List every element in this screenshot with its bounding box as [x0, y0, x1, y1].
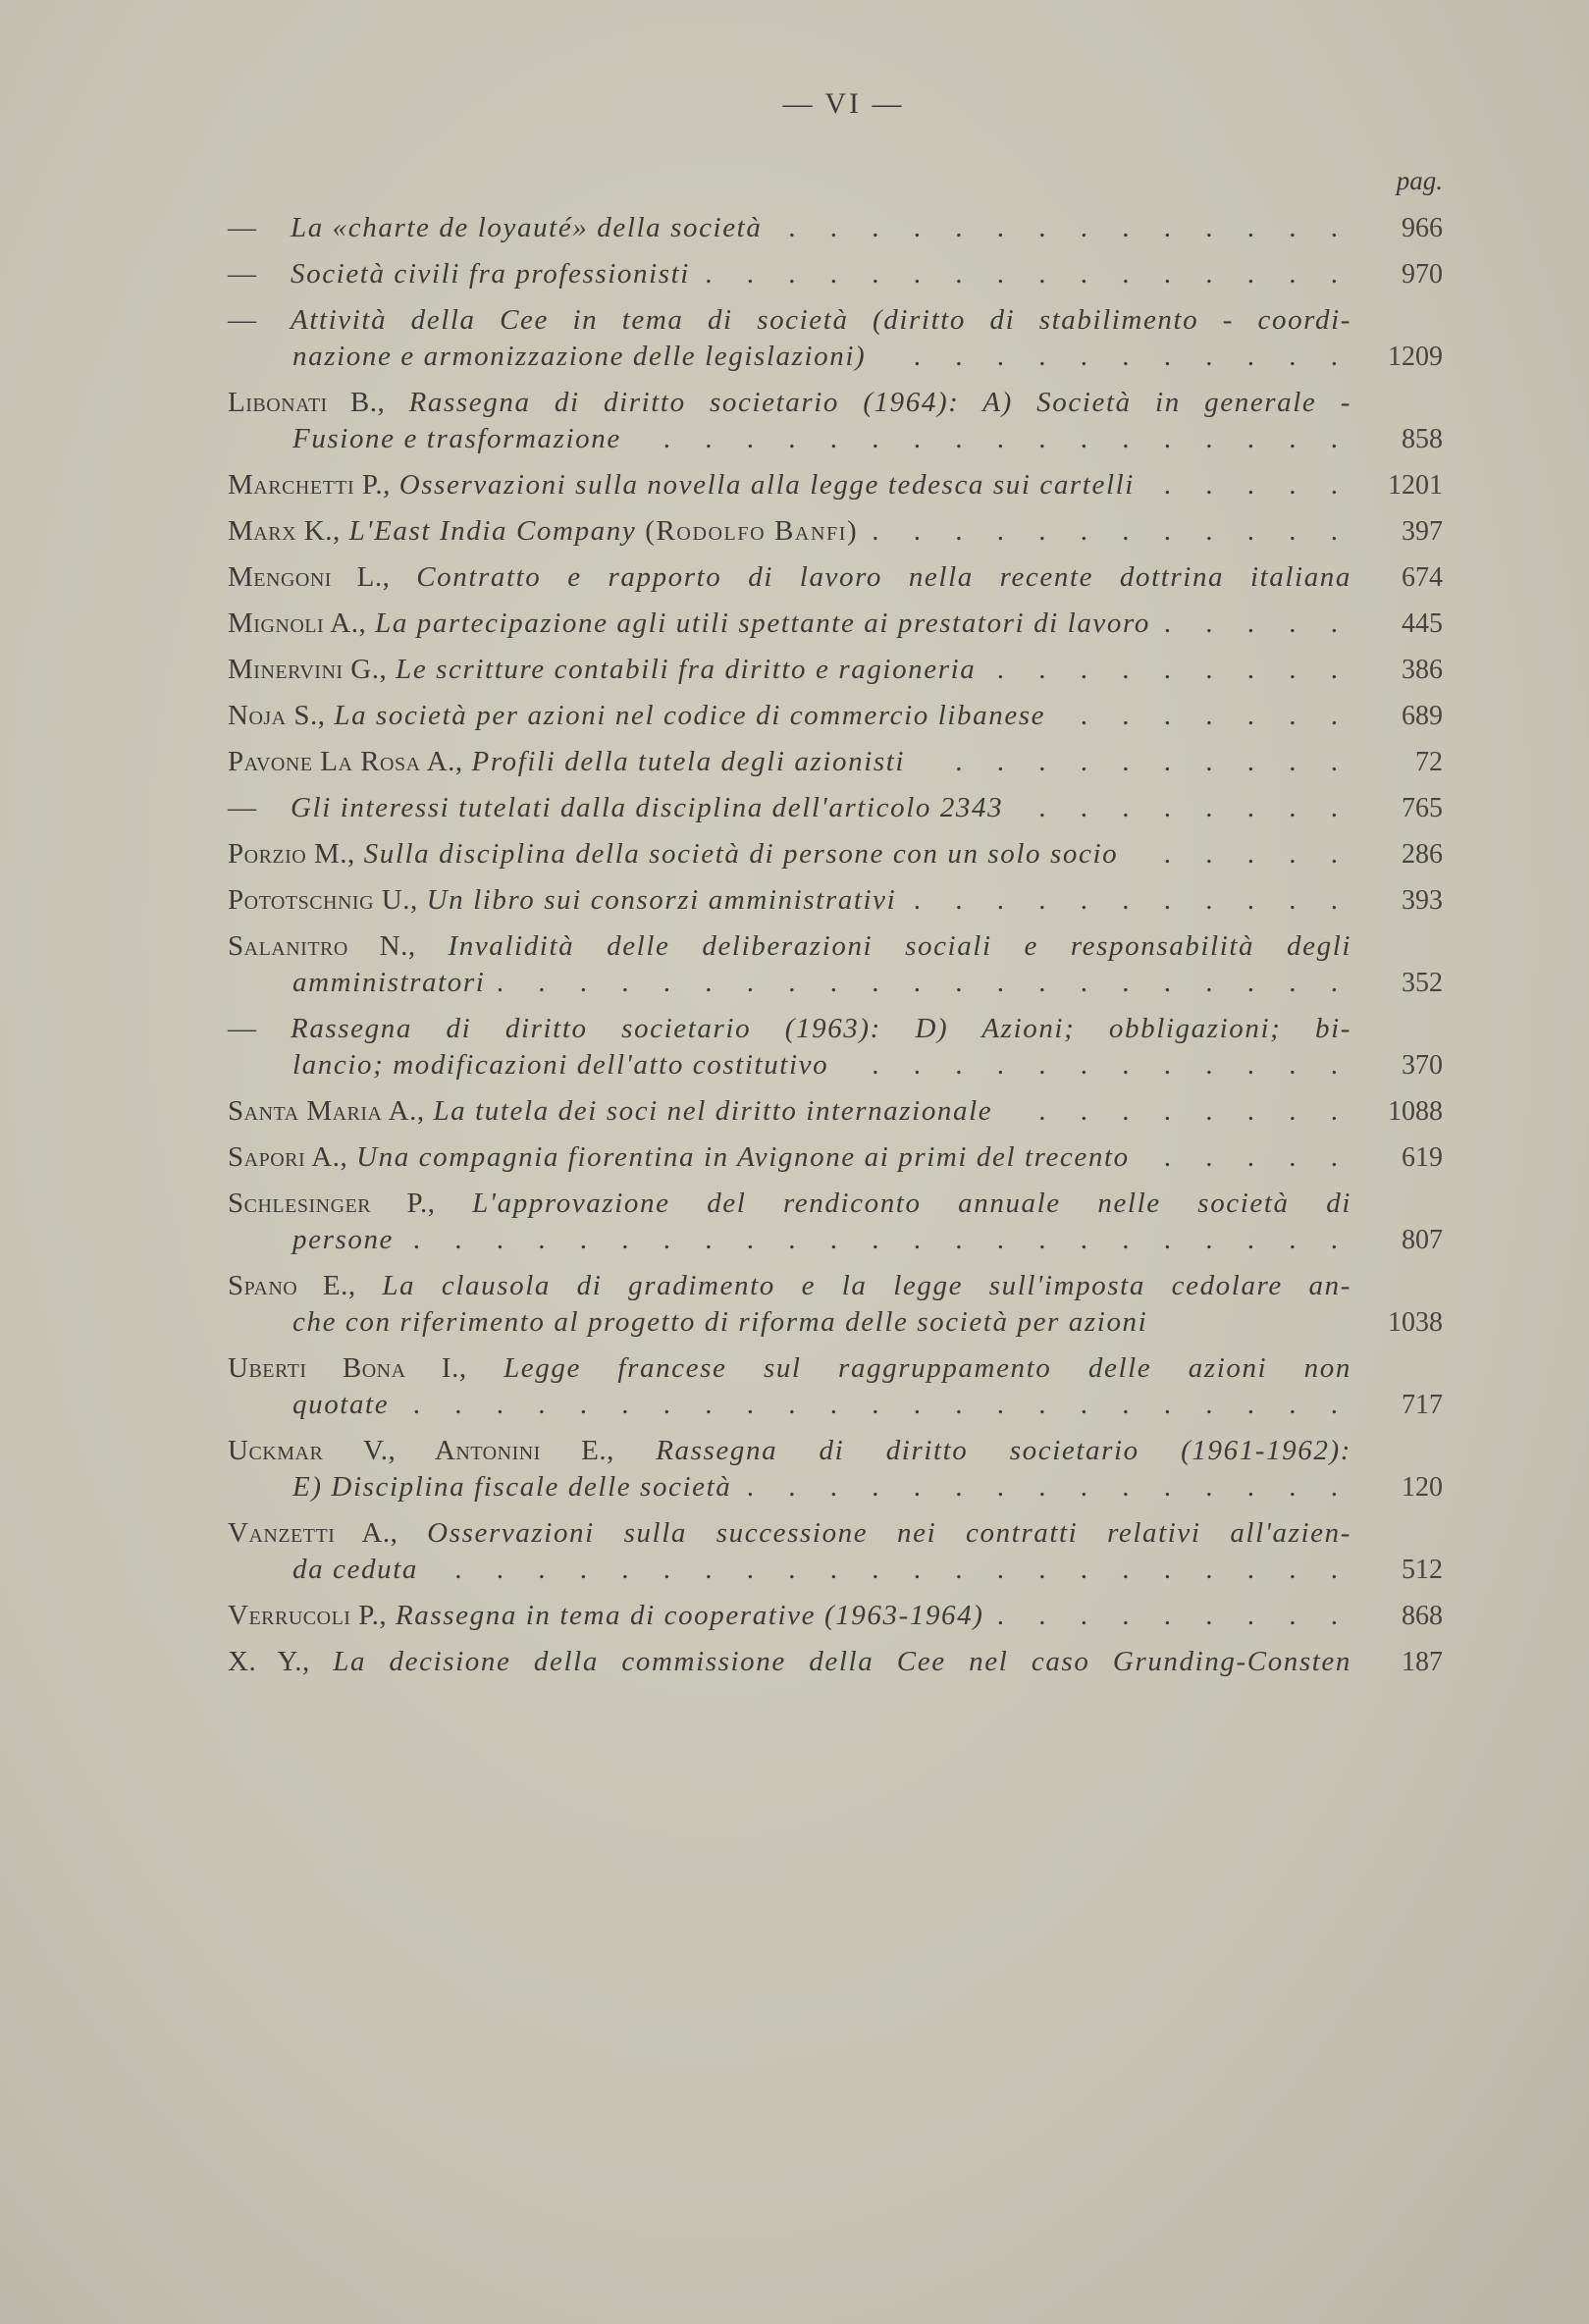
entry-text	[228, 302, 1351, 375]
entry-line-continuation	[228, 1047, 1351, 1083]
entry-author: Minervini G.,	[228, 654, 388, 685]
entry-line-content	[228, 513, 872, 550]
entry-author: Mignoli A.,	[228, 607, 367, 639]
entry-line-content	[292, 1552, 432, 1588]
entry-text	[228, 606, 1351, 642]
toc-entry	[228, 1093, 1443, 1130]
entry-title: Società civili fra professionisti	[291, 258, 690, 290]
entry-text	[228, 836, 1351, 872]
toc-entry	[228, 698, 1443, 734]
entry-line-content	[292, 1047, 842, 1083]
toc-entry	[228, 467, 1443, 503]
entry-page-number: 445	[1402, 608, 1443, 639]
entry-line	[228, 836, 1351, 872]
entry-line-content	[228, 836, 1132, 872]
toc-entry	[228, 790, 1443, 826]
entry-author: Marx K.,	[228, 515, 341, 547]
entry-line	[228, 1011, 1351, 1047]
toc-entry	[228, 1433, 1443, 1505]
entry-line-content	[228, 1435, 1351, 1466]
entry-dash: —	[228, 304, 258, 336]
entry-line-content	[228, 561, 1351, 593]
entry-dash: —	[228, 1013, 258, 1044]
entry-title-continuation: quotate	[292, 1389, 390, 1420]
entry-title-continuation: nazione e armonizzazione delle legislazioni)	[292, 341, 867, 372]
entry-line-content	[228, 652, 989, 688]
toc-entry	[228, 928, 1443, 1001]
dot-leader	[1006, 1093, 1351, 1130]
toc-entry	[228, 652, 1443, 688]
entry-line	[228, 513, 1351, 550]
entry-line	[228, 256, 1351, 292]
entry-title: Osservazioni sulla successione nei contratti relativi all'azien-	[427, 1517, 1352, 1549]
entry-page-number: 868	[1402, 1601, 1443, 1631]
entry-line	[228, 744, 1351, 780]
entry-author: Schlesinger P.,	[228, 1188, 436, 1219]
entry-line-content	[228, 1517, 1351, 1549]
entry-text	[228, 744, 1351, 780]
entry-text	[228, 1186, 1351, 1258]
entry-line	[228, 467, 1351, 503]
entry-line-content	[228, 744, 919, 780]
entry-title-continuation: da ceduta	[292, 1554, 418, 1585]
entry-title: Osservazioni sulla novella alla legge tedesca sui cartelli	[398, 469, 1135, 501]
dot-leader	[998, 1598, 1351, 1634]
entry-author: Noja S.,	[228, 700, 326, 731]
entry-page-number: 807	[1402, 1225, 1443, 1255]
entry-line	[228, 928, 1351, 965]
entry-title: Rassegna di diritto societario (1964): A) Società in generale -	[408, 387, 1351, 418]
dot-leader	[704, 256, 1351, 292]
entry-text	[228, 467, 1351, 503]
entry-line-content	[228, 606, 1164, 642]
entry-dash: —	[228, 212, 258, 243]
entry-text	[228, 210, 1351, 246]
entry-title: Le scritture contabili fra diritto e ragioneria	[396, 654, 977, 685]
entry-line-continuation	[228, 1387, 1351, 1423]
entry-line-content	[228, 304, 1351, 336]
entry-text	[228, 790, 1351, 826]
entry-line	[228, 302, 1351, 339]
entry-line-content	[228, 1188, 1351, 1219]
entry-title: La decisione della commissione della Cee nel caso Grunding-Consten	[333, 1646, 1352, 1677]
toc-entry	[228, 1598, 1443, 1634]
entry-author: Pavone La Rosa A.,	[228, 746, 463, 777]
entry-title-continuation: lancio; modificazioni dell'atto costitutivo	[292, 1049, 829, 1081]
entry-line-content	[228, 387, 1351, 418]
entry-author: Uckmar V., Antonini E.,	[228, 1435, 614, 1466]
entry-page-number: 966	[1402, 213, 1443, 243]
entry-line-content	[228, 1013, 1351, 1044]
toc-entry	[228, 1350, 1443, 1423]
entry-line-content	[228, 698, 1059, 734]
dot-leader	[1059, 698, 1351, 734]
entry-title-continuation: persone	[292, 1224, 395, 1255]
entry-page-number: 1038	[1388, 1307, 1443, 1338]
dot-leader	[919, 744, 1351, 780]
entry-title: Gli interessi tutelati dalla disciplina dell'articolo 2343	[291, 792, 1004, 823]
entry-line-content	[292, 965, 499, 1001]
entry-page-number: 1201	[1388, 470, 1443, 501]
dot-leader	[872, 513, 1351, 550]
entry-author: Pototschnig U.,	[228, 884, 418, 916]
entry-text	[228, 1139, 1351, 1176]
entry-dash: —	[228, 258, 258, 290]
entry-text	[228, 1093, 1351, 1130]
entry-line-content	[228, 1598, 998, 1634]
toc-entry	[228, 256, 1443, 292]
entry-author: Vanzetti A.,	[228, 1517, 398, 1549]
entry-page-number: 397	[1402, 516, 1443, 547]
entry-line	[228, 385, 1351, 421]
entry-title-continuation: E) Disciplina fiscale delle società	[292, 1471, 732, 1503]
entry-author: Porzio M.,	[228, 838, 355, 870]
entry-line-continuation	[228, 1469, 1351, 1505]
entry-line	[228, 790, 1351, 826]
entry-title: La partecipazione agli utili spettante ai prestatori di lavoro	[375, 607, 1150, 639]
entry-line-continuation	[228, 1304, 1351, 1341]
entry-title: Una compagnia fiorentina in Avignone ai primi del trecento	[356, 1141, 1130, 1173]
entry-title: Profili della tutela degli azionisti	[471, 746, 906, 777]
entry-page-number: 352	[1402, 968, 1443, 998]
entry-page-number: 72	[1415, 747, 1443, 777]
entry-translator: (Rodolfo Banfi)	[645, 515, 859, 547]
entry-title: Sulla disciplina della società di persone con un solo socio	[363, 838, 1119, 870]
entry-line	[228, 1093, 1351, 1130]
entry-line-content	[228, 256, 704, 292]
toc-entry	[228, 385, 1443, 457]
dot-leader	[842, 1047, 1351, 1083]
entry-line-content	[292, 1387, 402, 1423]
entry-author: Spano E.,	[228, 1270, 356, 1301]
entry-text	[228, 1268, 1351, 1341]
entry-line-content	[292, 421, 635, 457]
dot-leader	[1148, 467, 1351, 503]
toc-entry	[228, 1186, 1443, 1258]
entry-line-continuation	[228, 421, 1351, 457]
dot-leader	[1164, 606, 1351, 642]
entry-line-content	[228, 790, 1017, 826]
entry-line	[228, 652, 1351, 688]
entry-line	[228, 210, 1351, 246]
entry-title: Un libro sui consorzi amministrativi	[426, 884, 897, 916]
entry-line-content	[228, 1646, 1351, 1677]
entry-title: Rassegna in tema di cooperative (1963-1964)	[395, 1600, 984, 1631]
entry-line-content	[228, 1139, 1143, 1176]
toc-entry	[228, 559, 1443, 596]
entry-line	[228, 1268, 1351, 1304]
table-of-contents	[228, 210, 1443, 1690]
entry-line-content	[228, 1352, 1351, 1384]
entry-page-number: 765	[1402, 793, 1443, 823]
toc-entry	[228, 513, 1443, 550]
entry-page-number: 187	[1402, 1647, 1443, 1677]
entry-line-continuation	[228, 1552, 1351, 1588]
entry-text	[228, 1433, 1351, 1505]
entry-line	[228, 1350, 1351, 1387]
entry-text	[228, 1598, 1351, 1634]
entry-title: Invalidità delle deliberazioni sociali e responsabilità degli	[448, 930, 1352, 962]
toc-entry	[228, 606, 1443, 642]
entry-line-content	[228, 210, 775, 246]
entry-page-number: 689	[1402, 701, 1443, 731]
dot-leader	[402, 1387, 1351, 1423]
entry-author: X. Y.,	[228, 1646, 310, 1677]
entry-page-number: 717	[1402, 1390, 1443, 1420]
dot-leader	[635, 421, 1351, 457]
entry-text	[228, 1515, 1351, 1588]
toc-entry	[228, 1268, 1443, 1341]
entry-title: La clausola di gradimento e la legge sull'imposta cedolare an-	[382, 1270, 1351, 1301]
entry-text	[228, 1644, 1351, 1680]
dot-leader	[432, 1552, 1351, 1588]
entry-page-number: 120	[1402, 1472, 1443, 1503]
dot-leader	[1132, 836, 1351, 872]
toc-entry	[228, 1644, 1443, 1680]
toc-entry	[228, 744, 1443, 780]
entry-line-continuation	[228, 339, 1351, 375]
entry-dash: —	[228, 792, 258, 823]
entry-title: La società per azioni nel codice di commercio libanese	[334, 700, 1046, 731]
entry-title-continuation: che con riferimento al progetto di riforma delle società per azioni	[292, 1306, 1148, 1338]
dot-leader	[879, 339, 1351, 375]
entry-title: Attività della Cee in tema di società (diritto di stabilimento - coordi-	[291, 304, 1351, 336]
entry-text	[228, 1011, 1351, 1083]
dot-leader	[910, 882, 1351, 919]
entry-title: L'approvazione del rendiconto annuale nelle società di	[472, 1188, 1351, 1219]
toc-entry	[228, 210, 1443, 246]
entry-title: Legge francese sul raggruppamento delle azioni non	[503, 1352, 1351, 1384]
dot-leader	[745, 1469, 1351, 1505]
toc-entry	[228, 302, 1443, 375]
entry-line	[228, 1644, 1351, 1680]
entry-page-number: 512	[1402, 1555, 1443, 1585]
entry-text	[228, 1350, 1351, 1423]
dot-leader	[775, 210, 1351, 246]
entry-text	[228, 256, 1351, 292]
entry-page-number: 619	[1402, 1142, 1443, 1173]
entry-text	[228, 652, 1351, 688]
dot-leader	[1017, 790, 1351, 826]
toc-entry	[228, 1139, 1443, 1176]
toc-entry	[228, 836, 1443, 872]
entry-line	[228, 698, 1351, 734]
entry-text	[228, 698, 1351, 734]
entry-text	[228, 513, 1351, 550]
entry-author: Mengoni L.,	[228, 561, 391, 593]
entry-author: Verrucoli P.,	[228, 1600, 388, 1631]
entry-title: L'East India Company	[348, 515, 637, 547]
entry-line-continuation	[228, 965, 1351, 1001]
entry-page-number: 386	[1402, 655, 1443, 685]
entry-line	[228, 1598, 1351, 1634]
entry-line-continuation	[228, 1222, 1351, 1258]
entry-author: Uberti Bona I.,	[228, 1352, 467, 1384]
entry-line	[228, 606, 1351, 642]
page-number-header: — VI —	[782, 87, 905, 120]
entry-page-number: 286	[1402, 839, 1443, 870]
entry-line	[228, 1139, 1351, 1176]
entry-title: Rassegna di diritto societario (1961-1962):	[656, 1435, 1351, 1466]
entry-page-number: 393	[1402, 885, 1443, 916]
entry-line-content	[228, 1093, 1006, 1130]
entry-page-number: 970	[1402, 259, 1443, 290]
entry-line-content	[292, 1469, 745, 1505]
entry-title: Rassegna di diritto societario (1963): D) Azioni; obbligazioni; bi-	[291, 1013, 1351, 1044]
entry-page-number: 370	[1402, 1050, 1443, 1081]
entry-line-content	[292, 1222, 407, 1258]
entry-line	[228, 882, 1351, 919]
entry-author: Sapori A.,	[228, 1141, 348, 1173]
entry-text	[228, 928, 1351, 1001]
page-column-label: pag.	[1396, 166, 1443, 195]
entry-line-content	[292, 1306, 1147, 1338]
entry-line	[228, 1515, 1351, 1552]
entry-line-content	[292, 339, 879, 375]
entry-line-content	[228, 1270, 1351, 1301]
entry-title: La tutela dei soci nel diritto internazionale	[433, 1095, 993, 1127]
entry-text	[228, 882, 1351, 919]
entry-page-number: 1088	[1388, 1096, 1443, 1127]
entry-title-continuation: Fusione e trasformazione	[292, 423, 621, 454]
entry-text	[228, 559, 1351, 596]
entry-author: Santa Maria A.,	[228, 1095, 425, 1127]
toc-entry	[228, 1515, 1443, 1588]
dot-leader	[407, 1222, 1351, 1258]
dot-leader	[499, 965, 1351, 1001]
entry-text	[228, 385, 1351, 457]
entry-author: Marchetti P.,	[228, 469, 391, 501]
dot-leader	[989, 652, 1351, 688]
entry-line-content	[228, 930, 1351, 962]
entry-title: Contratto e rapporto di lavoro nella recente dottrina italiana	[416, 561, 1351, 593]
toc-entry	[228, 882, 1443, 919]
entry-line-content	[228, 882, 910, 919]
entry-author: Salanitro N.,	[228, 930, 416, 962]
entry-line	[228, 1186, 1351, 1222]
entry-page-number: 858	[1402, 424, 1443, 454]
entry-line	[228, 559, 1351, 596]
entry-author: Libonati B.,	[228, 387, 386, 418]
entry-line-content	[228, 467, 1148, 503]
entry-title: La «charte de loyauté» della società	[291, 212, 763, 243]
entry-page-number: 1209	[1388, 342, 1443, 372]
entry-page-number: 674	[1402, 562, 1443, 593]
toc-entry	[228, 1011, 1443, 1083]
entry-title-continuation: amministratori	[292, 967, 486, 998]
dot-leader	[1143, 1139, 1351, 1176]
entry-line	[228, 1433, 1351, 1469]
